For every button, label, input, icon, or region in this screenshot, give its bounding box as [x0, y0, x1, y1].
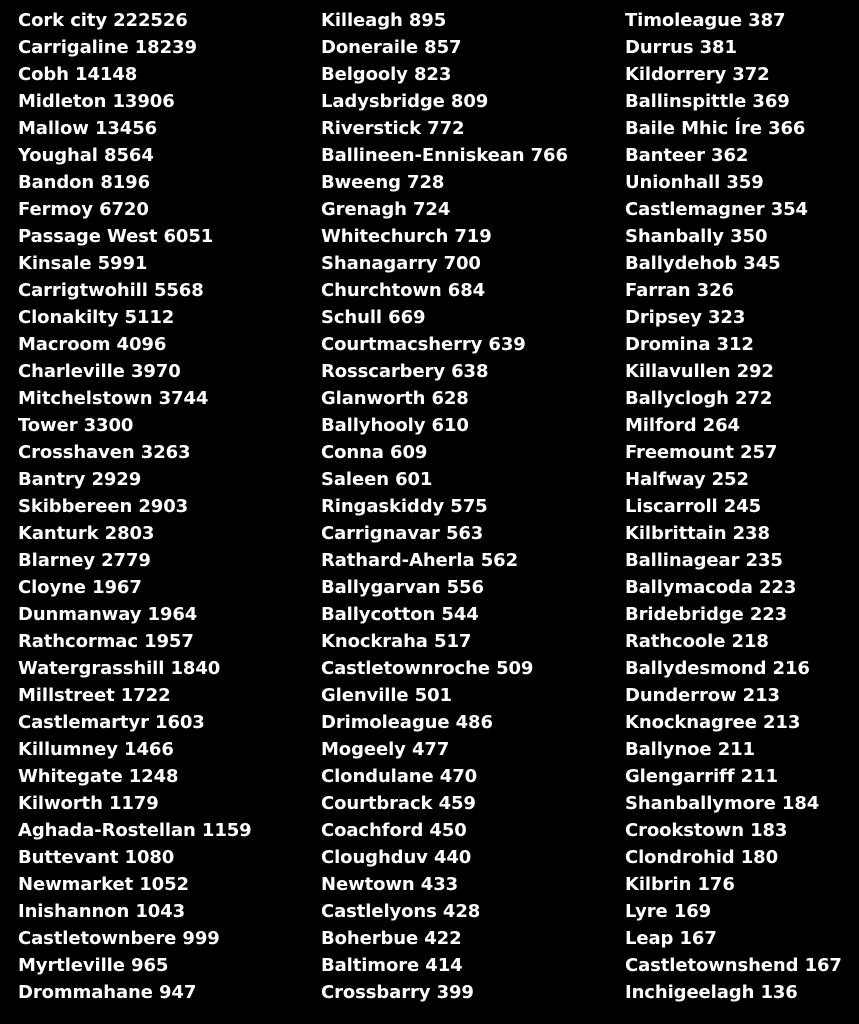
list-item: Killumney 1466	[18, 739, 174, 760]
list-item: Rathcoole 218	[625, 631, 769, 652]
list-item: Drommahane 947	[18, 982, 197, 1003]
list-item: Bantry 2929	[18, 469, 142, 490]
list-item: Carrigtwohill 5568	[18, 280, 204, 301]
list-item: Carrignavar 563	[321, 523, 484, 544]
list-item: Inchigeelagh 136	[625, 982, 798, 1003]
list-item: Aghada-Rostellan 1159	[18, 820, 252, 841]
list-item: Ballynoe 211	[625, 739, 755, 760]
list-item: Doneraile 857	[321, 37, 462, 58]
list-item: Cloyne 1967	[18, 577, 142, 598]
list-item: Dunmanway 1964	[18, 604, 198, 625]
list-item: Baile Mhic Íre 366	[625, 118, 806, 139]
list-item: Ballyhooly 610	[321, 415, 469, 436]
list-item: Ballydesmond 216	[625, 658, 810, 679]
list-item: Shanballymore 184	[625, 793, 820, 814]
list-item: Glenville 501	[321, 685, 452, 706]
list-item: Conna 609	[321, 442, 428, 463]
list-item: Castletownshend 167	[625, 955, 842, 976]
list-item: Kilbrittain 238	[625, 523, 770, 544]
list-item: Freemount 257	[625, 442, 778, 463]
list-item: Clondulane 470	[321, 766, 478, 787]
list-item: Watergrasshill 1840	[18, 658, 221, 679]
list-item: Crossbarry 399	[321, 982, 474, 1003]
list-item: Boherbue 422	[321, 928, 462, 949]
list-item: Clonakilty 5112	[18, 307, 175, 328]
list-item: Ballineen-Enniskean 766	[321, 145, 568, 166]
list-column-1	[18, 7, 318, 1006]
list-item: Blarney 2779	[18, 550, 151, 571]
list-item: Saleen 601	[321, 469, 433, 490]
list-item: Ringaskiddy 575	[321, 496, 488, 517]
list-item: Dunderrow 213	[625, 685, 780, 706]
list-item: Courtmacsherry 639	[321, 334, 526, 355]
list-item: Courtbrack 459	[321, 793, 476, 814]
list-item: Castlelyons 428	[321, 901, 481, 922]
list-item: Ballinagear 235	[625, 550, 783, 571]
list-item: Rosscarbery 638	[321, 361, 489, 382]
list-item: Grenagh 724	[321, 199, 451, 220]
list-item: Milford 264	[625, 415, 740, 436]
list-item: Ladysbridge 809	[321, 91, 489, 112]
list-item: Cobh 14148	[18, 64, 138, 85]
list-item: Passage West 6051	[18, 226, 214, 247]
list-item: Bweeng 728	[321, 172, 445, 193]
list-item: Halfway 252	[625, 469, 749, 490]
list-item: Belgooly 823	[321, 64, 452, 85]
list-item: Coachford 450	[321, 820, 467, 841]
list-item: Inishannon 1043	[18, 901, 186, 922]
list-item: Timoleague 387	[625, 10, 786, 31]
list-item: Millstreet 1722	[18, 685, 171, 706]
list-item: Charleville 3970	[18, 361, 181, 382]
list-item: Cork city 222526	[18, 10, 188, 31]
list-item: Ballydehob 345	[625, 253, 781, 274]
list-item: Dripsey 323	[625, 307, 746, 328]
list-item: Ballyclogh 272	[625, 388, 773, 409]
list-item: Castlemagner 354	[625, 199, 808, 220]
list-item: Ballygarvan 556	[321, 577, 484, 598]
list-item: Schull 669	[321, 307, 426, 328]
list-item: Rathard-Aherla 562	[321, 550, 518, 571]
list-item: Kanturk 2803	[18, 523, 155, 544]
list-item: Liscarroll 245	[625, 496, 762, 517]
list-item: Knockraha 517	[321, 631, 472, 652]
list-item: Riverstick 772	[321, 118, 465, 139]
list-item: Whitechurch 719	[321, 226, 492, 247]
list-item: Macroom 4096	[18, 334, 167, 355]
list-item: Castlemartyr 1603	[18, 712, 205, 733]
list-item: Castletownbere 999	[18, 928, 220, 949]
list-item: Tower 3300	[18, 415, 134, 436]
list-item: Shanbally 350	[625, 226, 768, 247]
list-item: Bandon 8196	[18, 172, 151, 193]
list-item: Shanagarry 700	[321, 253, 481, 274]
list-item: Mitchelstown 3744	[18, 388, 209, 409]
list-item: Ballycotton 544	[321, 604, 479, 625]
list-item: Carrigaline 18239	[18, 37, 197, 58]
list-item: Drimoleague 486	[321, 712, 493, 733]
list-item: Churchtown 684	[321, 280, 486, 301]
list-item: Buttevant 1080	[18, 847, 175, 868]
list-item: Cloughduv 440	[321, 847, 472, 868]
list-item: Kilbrin 176	[625, 874, 735, 895]
list-item: Ballymacoda 223	[625, 577, 797, 598]
list-column-3	[625, 7, 859, 1006]
list-item: Bridebridge 223	[625, 604, 788, 625]
list-item: Youghal 8564	[18, 145, 154, 166]
list-item: Durrus 381	[625, 37, 737, 58]
list-item: Mogeely 477	[321, 739, 450, 760]
list-item: Banteer 362	[625, 145, 749, 166]
list-item: Glanworth 628	[321, 388, 469, 409]
list-item: Rathcormac 1957	[18, 631, 194, 652]
list-item: Ballinspittle 369	[625, 91, 790, 112]
list-item: Midleton 13906	[18, 91, 175, 112]
list-item: Crosshaven 3263	[18, 442, 191, 463]
list-item: Kinsale 5991	[18, 253, 148, 274]
list-item: Fermoy 6720	[18, 199, 149, 220]
list-item: Dromina 312	[625, 334, 754, 355]
list-item: Skibbereen 2903	[18, 496, 189, 517]
list-item: Mallow 13456	[18, 118, 158, 139]
list-item: Baltimore 414	[321, 955, 463, 976]
list-item: Newmarket 1052	[18, 874, 189, 895]
list-item: Leap 167	[625, 928, 717, 949]
list-item: Newtown 433	[321, 874, 459, 895]
list-item: Kildorrery 372	[625, 64, 770, 85]
list-item: Killavullen 292	[625, 361, 774, 382]
list-item: Myrtleville 965	[18, 955, 169, 976]
list-item: Killeagh 895	[321, 10, 447, 31]
list-item: Whitegate 1248	[18, 766, 179, 787]
list-item: Kilworth 1179	[18, 793, 159, 814]
list-item: Knocknagree 213	[625, 712, 801, 733]
list-item: Unionhall 359	[625, 172, 764, 193]
list-column-2	[321, 7, 621, 1006]
list-item: Lyre 169	[625, 901, 712, 922]
list-item: Glengarriff 211	[625, 766, 778, 787]
list-item: Castletownroche 509	[321, 658, 534, 679]
list-item: Crookstown 183	[625, 820, 788, 841]
list-item: Farran 326	[625, 280, 734, 301]
list-item: Clondrohid 180	[625, 847, 778, 868]
